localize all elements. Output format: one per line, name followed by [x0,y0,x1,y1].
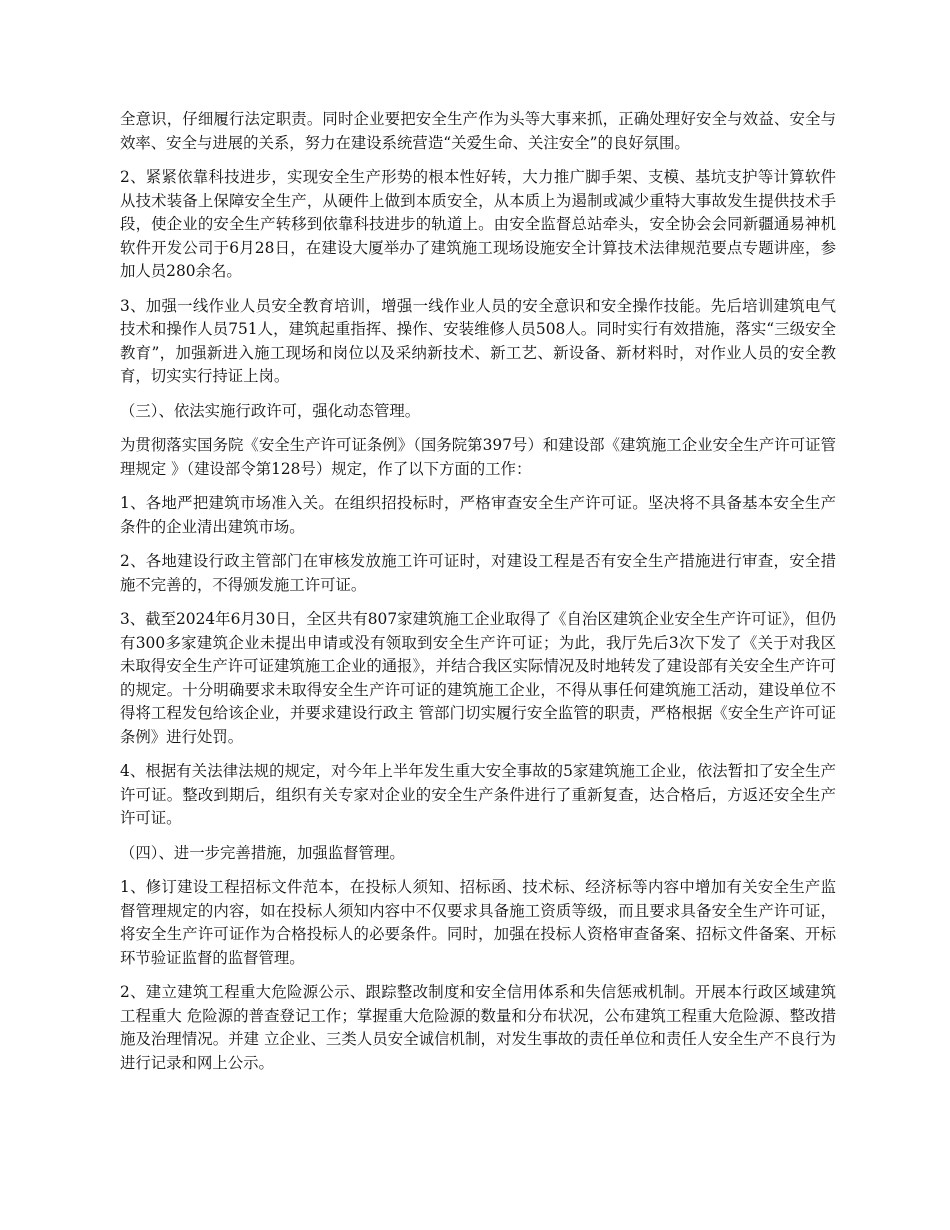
paragraph-regulation-intro: 为贯彻落实国务院《安全生产许可证条例》（国务院第397号）和建设部《建筑施工企业安全生产许可证管理规定 》（建设部令第128号）规定，作了以下方面的工作： [120,436,836,478]
section-heading-4: （四）、进一步完善措施，加强监督管理。 [120,843,405,862]
paragraph-market-access: 1、各地严把建筑市场准入关。在组织招投标时，严格审查安全生产许可证。坚决将不具备基本安全生产条件的企业清出建筑市场。 [120,494,836,536]
paragraph-worker-training: 3、加强一线作业人员安全教育培训，增强一线作业人员的安全意识和安全操作技能。先后培训建筑电气技术和操作人员751人，建筑起重指挥、操作、安装维修人员508人。同时实行有效措施，落实“三级安全教育”，加强新进入施工现场和岗位以及采纳新技术、新工艺、新设备、新材料时，对作业人员的安全教育，切实实行持证上岗。 [120,296,836,385]
document-body [120,108,836,1086]
paragraph-license-statistics: 3、截至2024年6月30日，全区共有807家建筑施工企业取得了《自治区建筑企业安全生产许可证》，但仍有300多家建筑企业未提出申请或没有领取到安全生产许可证；为此，我厅先后3次下发了《关于对我区未取得安全生产许可证建筑施工企业的通报》，并结合我区实际情况及时地转发了建设部有关安全生产许可的规定。十分明确要求未取得安全生产许可证的建筑施工企业，不得从事任何建筑施工活动，建设单位不得将工程发包给该企业，并要求建设行政主 管部门切实履行安全监管的职责，严格根据《安全生产许可证条例》进行处罚。 [120,610,836,746]
paragraph-safety-awareness: 全意识，仔细履行法定职责。同时企业要把安全生产作为头等大事来抓，正确处理好安全与效益、安全与效率、安全与进展的关系，努力在建设系统营造“关爱生命、关注安全”的良好氛围。 [120,110,836,152]
paragraph-construction-permit: 2、各地建设行政主管部门在审核发放施工许可证时，对建设工程是否有安全生产措施进行审查，安全措施不完善的，不得颁发施工许可证。 [120,552,836,594]
paragraph-tech-progress: 2、紧紧依靠科技进步，实现安全生产形势的根本性好转，大力推广脚手架、支模、基坑支护等计算软件从技术装备上保障安全生产，从硬件上做到本质安全，从本质上为遏制或减少重特大事故发生提供技术手段，使企业的安全生产转移到依靠科技进步的轨道上。由安全监督总站牵头，安全协会会同新疆通易神机软件开发公司于6月28日，在建设大厦举办了建筑施工现场设施安全计算技术法律规范要点专题讲座，参加人员280余名。 [120,168,836,280]
paragraph-hazard-disclosure: 2、建立建筑工程重大危险源公示、跟踪整改制度和安全信用体系和失信惩戒机制。开展本行政区域建筑工程重大 危险源的普查登记工作；掌握重大危险源的数量和分布状况，公布建筑工程重大危险源、整改措施及治理情况。并建 立企业、三类人员安全诚信机制，对发生事故的责任单位和责任人安全生产不良行为进行记录和网上公示。 [120,983,836,1072]
paragraph-license-suspension: 4、根据有关法律法规的规定，对今年上半年发生重大安全事故的5家建筑施工企业，依法暂扣了安全生产许可证。整改到期后，组织有关专家对企业的安全生产条件进行了重新复查，达合格后，方返还安全生产许可证。 [120,762,836,827]
section-heading-3: （三）、依法实施行政许可，强化动态管理。 [120,401,421,420]
paragraph-bidding-template: 1、修订建设工程招标文件范本，在投标人须知、招标函、技术标、经济标等内容中增加有关安全生产监督管理规定的内容，如在投标人须知内容中不仅要求具备施工资质等级，而且要求具备安全生产许可证，将安全生产许可证作为合格投标人的必要条件。同时，加强在投标人资格审查备案、招标文件备案、开标环节验证监督的监督管理。 [120,878,836,967]
